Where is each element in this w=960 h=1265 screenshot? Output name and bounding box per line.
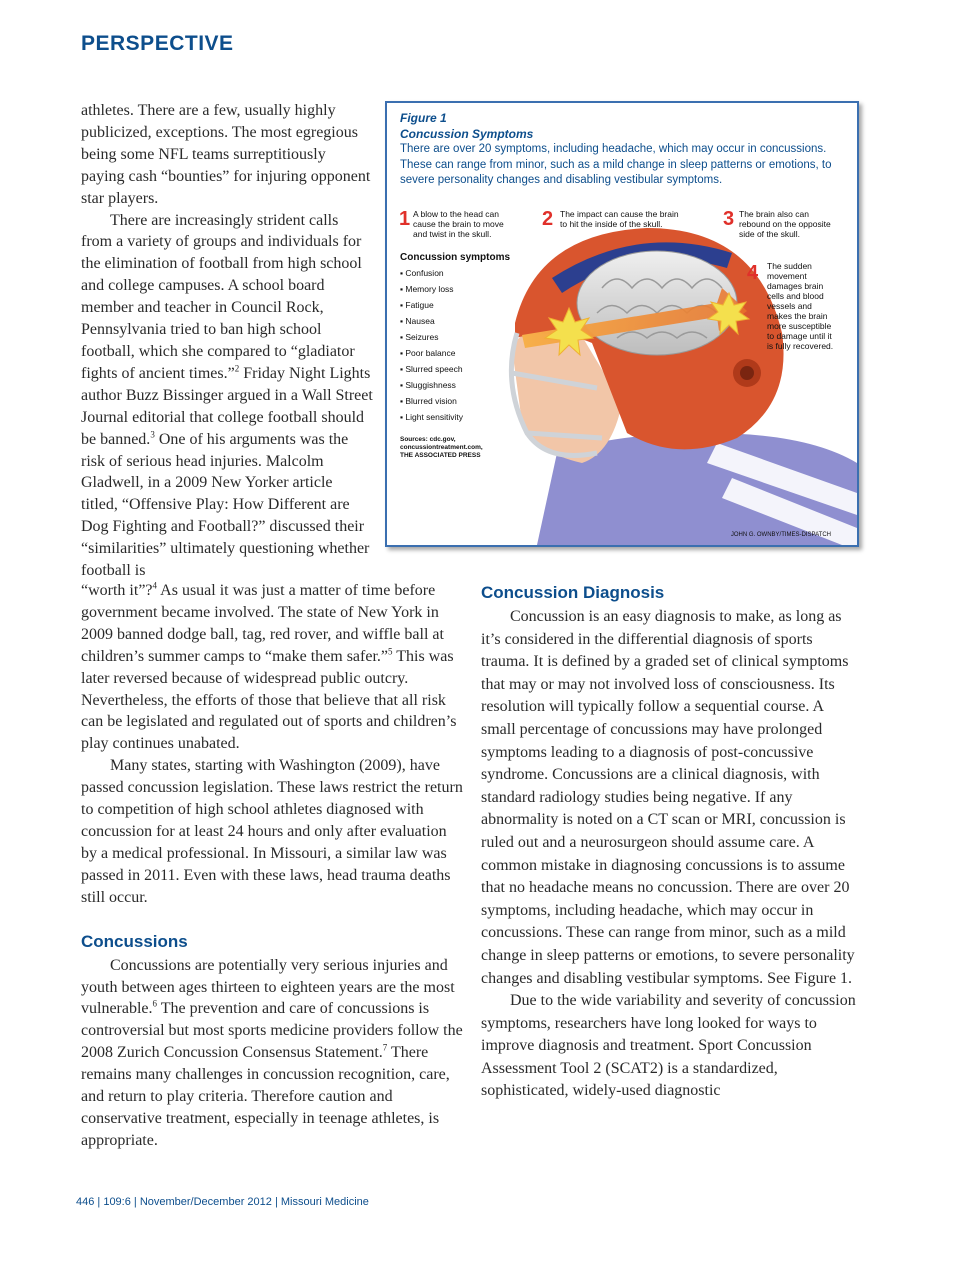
figure-labels [387,103,857,545]
symptom-item: ▪ Confusion [400,268,444,278]
paragraph [81,580,463,755]
step-text: and twist in the skull. [413,229,492,239]
paragraph: Concussion is an easy diagnosis to make, as long as it’s considered in the differential diagnosis of sports trauma. It is defined by a graded set of clinical symptoms that may or may not involved loss of consciousness. Its resolution will typically follow a sequential course. A small percentage of concussions may have prolonged symptoms leading to a diagnosis of post-concussive syndrome. Concussions are a clinical diagnosis, with standard radiology studies being negative. If any abnormality is noted on a CT scan or MRI, concussion is ruled out and a neurosurgeon should assume care. A common mistake in diagnosing concussions is to assume that no headache means no concussion. There are over 20 symptoms, including headache, which may occur in concussions. These can range from minor, such as a mild change in sleep patterns or emotions, to severe personality changes and disabling vestibular symptoms. See Figure 1. [481,608,855,987]
symptoms-list [400,268,464,422]
figure-caption-text: There are over 20 symptoms, including headache, which may occur in concussions. These can range from minor, such as a mild change in sleep patterns or emotions, to severe personality changes and disabling vestibular symptoms. [400,143,832,186]
symptom-item: ▪ Fatigue [400,300,434,310]
page-footer: 446 | 109:6 | November/December 2012 | Missouri Medicine [76,1196,369,1208]
reference-mark: 6 [152,999,158,1010]
symptom-item: ▪ Slurred speech [400,364,463,374]
reference-mark: 4 [152,580,158,591]
step-text: cause the brain to move [413,219,504,229]
paragraph [81,955,463,1152]
step-number: 1 [399,208,411,230]
symptom-item: ▪ Light sensitivity [400,412,464,422]
symptoms-heading: Concussion symptoms [400,252,511,263]
symptom-item: ▪ Sluggishness [400,380,456,390]
paragraph-text: The prevention and care of concussions is controversial but most sports medicine providers follow the 2008 Zurich Concussion Consensus Statement. [81,1000,463,1062]
paragraph: athletes. There are a few, usually highly publicized, exceptions. The most egregious being some NFL teams surreptitiously paying cash “bounties” for injuring opponent star players. [81,102,371,207]
concussions-heading: Concussions [81,931,188,951]
step-text: cells and blood [767,291,824,301]
step-text: to hit the inside of the skull. [560,219,663,229]
paragraph-text: One of his arguments was the risk of serious head injuries. Malcolm Gladwell, in a 2009 New Yorker article titled, “Offensive Play: How Different are Dog Fighting and Football?” discussed their “similarities” ultimately questioning whether football is [81,430,370,580]
step-text: to damage until it [767,331,832,341]
paragraph: Due to the wide variability and severity of concussion symptoms, researchers have long looked for ways to improve diagnosis and treatment. Sport Concussion Assessment Tool 2 (SCAT2) is a standardized, sophisticated, widely-used diagnostic [481,992,856,1100]
right-column [481,582,861,1103]
step-number: 2 [542,208,554,230]
paragraph-text: This was later reversed because of widespread public outcry. Nevertheless, the efforts of those that believe that all risk can be legislated and regulated out of sports and children’s play continues unabated. [81,647,457,753]
symptom-item: ▪ Nausea [400,316,435,326]
step-number: 4 [747,262,759,284]
figure-label: Figure 1 [400,111,447,125]
paragraph-text: Concussions are potentially very serious injuries and youth between ages thirteen to eighteen years are the most vulnerable. [81,956,455,1018]
paragraph-text: Friday Night Lights author Buzz Bissinger argued in a Wall Street Journal editorial that college football should be banned. [81,364,373,448]
paragraph: Many states, starting with Washington (2009), have passed concussion legislation. These laws restrict the return to competition of high school athletes diagnosed with concussion for at least 24 hours and only after evaluation by a medical professional. In Missouri, a similar law was passed in 2011. Even with these laws, head trauma deaths still occur. [81,757,463,906]
diagnosis-heading: Concussion Diagnosis [481,583,665,602]
figure-title: Concussion Symptoms [400,126,534,141]
step-text: A blow to the head can [413,209,500,219]
paragraph-text: “worth it”? [81,582,153,599]
step-number: 3 [723,208,735,230]
step-text: is fully recovered. [767,341,834,351]
sources-text: concussiontreatment.com, [400,444,483,451]
step-text: makes the brain [767,311,828,321]
step-text: The sudden [767,261,812,271]
figure-1 [385,101,859,547]
step-text: damages brain [767,281,824,291]
step-text: movement [767,271,807,281]
step-text: The brain also can [739,209,809,219]
reference-mark: 7 [382,1042,388,1053]
symptom-item: ▪ Blurred vision [400,396,457,406]
reference-mark: 5 [388,646,393,657]
paragraph-text: There remains many challenges in concussion recognition, care, and return to play criteria. Therefore caution and conservative treatment, especially in teenage athletes, is appropriate. [81,1044,450,1149]
step-text: vessels and [767,301,812,311]
paragraph [81,210,373,582]
symptom-item: ▪ Seizures [400,332,439,342]
step-text: rebound on the opposite [739,219,831,229]
section-header: PERSPECTIVE [81,32,234,55]
paragraph-text: There are increasingly strident calls from a variety of groups and individuals for the elimination of football from high school and college campuses. A school board member and teacher in Council Rock, Pennsylvania tried to ban high school football, which she compared to “gladiator fights of ancient times.” [81,211,362,382]
step-text: more susceptible [767,321,832,331]
sources-text: THE ASSOCIATED PRESS [400,452,481,459]
left-column-top [81,100,373,582]
left-column-main [81,580,463,1152]
image-credit: JOHN G. OWNBY/TIMES-DISPATCH [730,532,831,538]
step-text: The impact can cause the brain [560,209,679,219]
step-text: side of the skull. [739,229,800,239]
symptom-item: ▪ Memory loss [400,284,454,294]
symptom-item: ▪ Poor balance [400,348,456,358]
paragraph-text: As usual it was just a matter of time before government became involved. The state of New York in 2009 banned dodge ball, tag, red rover, and wiffle ball at children’s summer camps to “make them safer.” [81,582,444,665]
reference-mark: 3 [150,429,155,440]
sources-text: Sources: cdc.gov, [400,436,456,443]
reference-mark: 2 [234,363,240,374]
